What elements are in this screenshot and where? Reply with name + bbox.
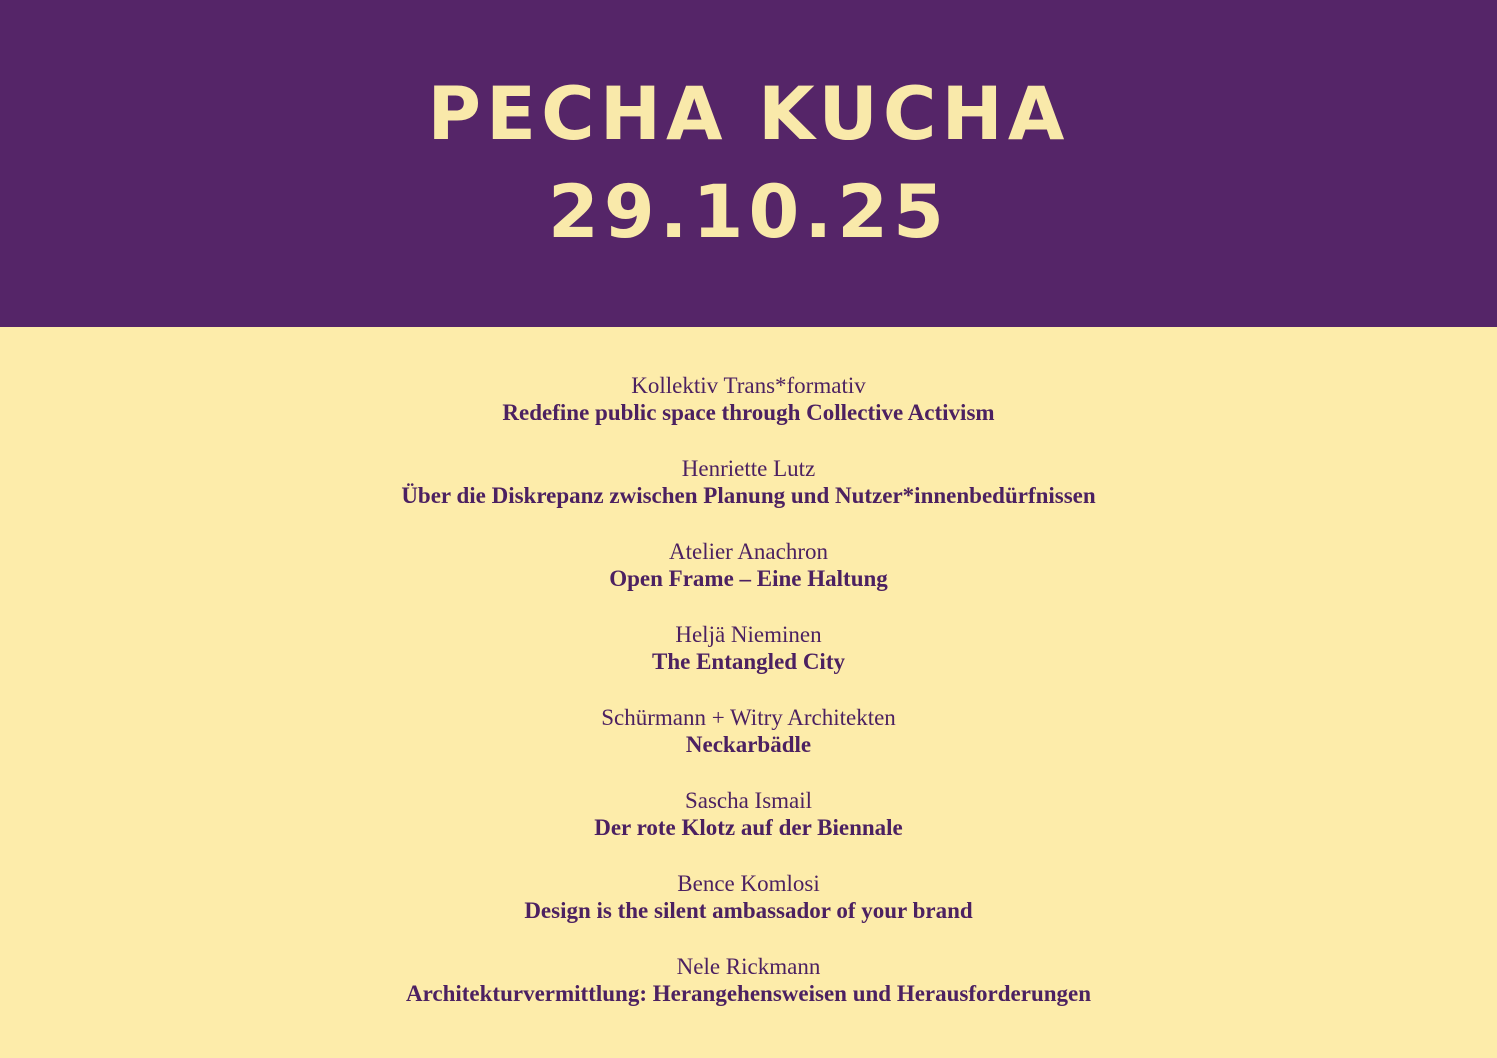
speaker-entry <box>0 953 1497 1007</box>
speaker-name: Schürmann + Witry Architekten <box>601 705 896 730</box>
speaker-name: Sascha Ismail <box>684 788 813 813</box>
speaker-list <box>0 327 1497 1007</box>
speaker-entry <box>0 704 1497 758</box>
speaker-name: Kollektiv Trans*formativ <box>631 373 866 398</box>
talk-title: Design is the silent ambassador of your brand <box>524 898 973 923</box>
speaker-entry <box>0 621 1497 675</box>
talk-title: Redefine public space through Collective Activism <box>502 400 995 425</box>
poster-header <box>0 0 1497 327</box>
talk-title: Architekturvermittlung: Herangehensweisen und Herausforderungen <box>405 981 1092 1006</box>
speaker-name: Bence Komlosi <box>677 871 820 896</box>
speaker-entry <box>0 455 1497 509</box>
talk-title: Der rote Klotz auf der Biennale <box>594 815 903 840</box>
talk-title: Neckarbädle <box>685 732 812 757</box>
speaker-name: Heljä Nieminen <box>675 622 822 647</box>
talk-title: Über die Diskrepanz zwischen Planung und Nutzer*innenbedürfnissen <box>401 483 1096 508</box>
speaker-entry <box>0 870 1497 924</box>
speaker-name: Henriette Lutz <box>681 456 816 481</box>
speaker-entry <box>0 787 1497 841</box>
event-date: 29.10.25 <box>547 169 950 255</box>
speaker-entry <box>0 372 1497 426</box>
speaker-name: Nele Rickmann <box>676 954 821 979</box>
speaker-name: Atelier Anachron <box>668 539 829 564</box>
talk-title: Open Frame – Eine Haltung <box>609 566 888 591</box>
talk-title: The Entangled City <box>652 649 845 674</box>
event-title: PECHA KUCHA <box>427 71 1070 157</box>
speaker-entry <box>0 538 1497 592</box>
